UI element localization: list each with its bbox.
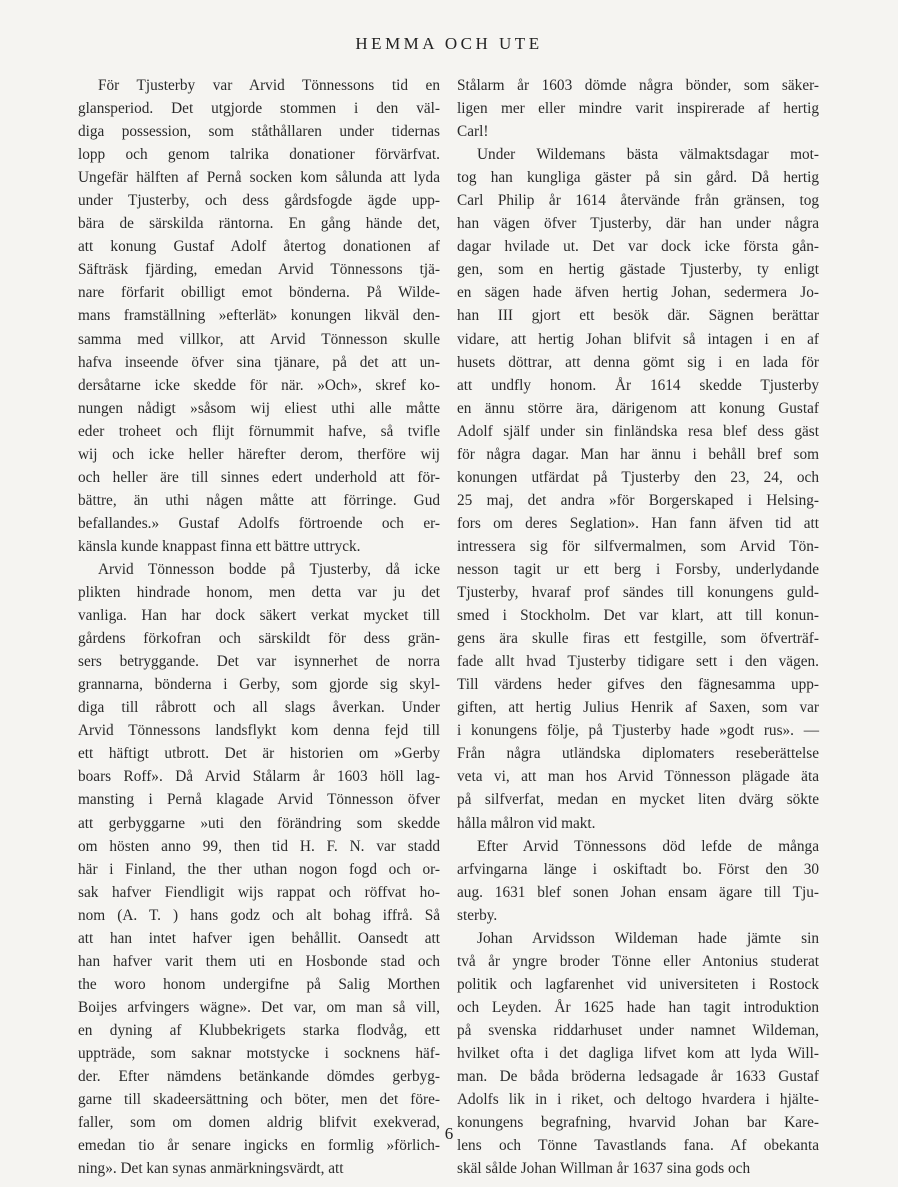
text-line: Efter Arvid Tönnessons död lefde de många (477, 837, 819, 855)
text-line: en sägen hade äfven hertig Johan, sedermera Jo- (457, 284, 819, 302)
text-line: en ännu större ära, därigenom att konung Gustaf (457, 399, 819, 417)
text-line: nungen nådigt »såsom wij eliest uthi alle måtte (78, 399, 440, 417)
text-line: Arvid Tönnessons landsflykt kom denna fejd till (78, 722, 440, 740)
text-line: garne till skadeersättning och böter, men det före- (78, 1091, 440, 1109)
text-line: uppträde, som saknar motstycke i socknens häf- (78, 1044, 440, 1062)
paragraph (457, 835, 819, 927)
text-line: ett häftigt utbrott. Det är historien om »Gerby (78, 745, 440, 763)
text-line: aug. 1631 blef sonen Johan ensam ägare till Tju- (457, 883, 819, 901)
text-line: Under Wildemans bästa välmaktsdagar mot- (477, 146, 819, 164)
text-line: husets döttrar, att denna gömt sig i en lada för (457, 353, 819, 371)
text-line: fors om deres Seglation». Han fann äfven tid att (457, 514, 819, 532)
text-line: Till värdens heder gifves den fägnesamma upp- (457, 676, 819, 694)
text-line: nesson tagit ur ett berg i Forsby, underlydande (457, 560, 819, 578)
text-line: smed i Stockholm. Det var klart, att till konun- (457, 607, 819, 625)
text-line: att gerbyggarne »uti den förändring som skedde (78, 814, 440, 832)
text-line: Tjusterby, hvaraf prof sändes till konungens guld- (457, 584, 819, 602)
text-line: sers betryggande. Det var isynnerhet de norra (78, 653, 440, 671)
text-line: 25 maj, det andra »för Borgerskaped i Helsing- (457, 491, 819, 509)
text-line: under Tjusterby, och dess gårdsfogde ägde upp- (78, 192, 440, 210)
text-line: emedan tio år senare ingicks en formlig »förlich- (78, 1137, 440, 1155)
text-line: och heller äre till sinnes edert underhold att för- (78, 468, 440, 486)
text-line: plikten hindrade honom, men detta var ju det (78, 584, 440, 602)
text-line: han vägen öfver Tjusterby, där han under några (457, 215, 819, 233)
text-line: Säfträsk fjärding, emedan Arvid Tönnessons tjä- (78, 261, 440, 279)
text-line: sak hafver Fiendligit wijs rappat och röffvat ho- (78, 883, 440, 901)
text-line: Johan Arvidsson Wildeman hade jämte sin (477, 929, 819, 947)
text-line: på silfverfat, medan en mycket liten dvärg sökte (457, 791, 819, 809)
text-line: mansting i Pernå klagade Arvid Tönnesson öfver (78, 791, 440, 809)
text-line: hafva inseende öfver sina tjänare, på det att un- (78, 353, 440, 371)
text-line: bättre, än uthi någen måtte att förringe. Gud (78, 491, 440, 509)
text-line: Adolf själf under sin finländska resa blef dess gäst (457, 422, 819, 440)
paragraph (457, 143, 819, 834)
text-line: känsla kunde knappast finna ett bättre uttryck. (78, 537, 361, 555)
text-line: bära de särskilda räntorna. En gång hände det, (78, 215, 440, 233)
text-line: politik och lagfarenhet vid universiteten i Rostock (457, 975, 819, 993)
text-line: vanliga. Han har dock säkert verkat mycket till (78, 607, 440, 625)
text-line: en dyning af Klubbekrigets starka flodvåg, ett (78, 1021, 440, 1039)
text-line: Ungefär hälften af Pernå socken kom sålunda att lyda (78, 169, 440, 187)
text-line: tog han kungliga gäster på sin gård. Då hertig (457, 169, 819, 187)
text-line: hvilket ofta i det dagliga lifvet kom att lyda Will- (457, 1044, 819, 1062)
text-line: två år yngre broder Tönne eller Antonius studerat (457, 952, 819, 970)
text-line: fade allt hvad Tjusterby tidigare sett i den vägen. (457, 653, 819, 671)
paragraph (457, 74, 819, 143)
page-number: 6 (444, 1124, 454, 1143)
text-line: befallandes.» Gustaf Adolfs förtroende och er- (78, 514, 440, 532)
paragraph (78, 558, 440, 1180)
paragraph (78, 74, 440, 558)
text-line: the woro honom undergifne på Salig Morthen (78, 975, 440, 993)
text-line: der. Efter nämdens betänkande dömdes gerbyg- (78, 1068, 440, 1086)
text-line: gens ära skulle firas ett festgille, som öfverträf- (457, 630, 819, 648)
text-line: faller, som om domen aldrig blifvit exekverad, (78, 1114, 440, 1132)
text-line: han III gjort ett besök där. Sägnen berättar (457, 307, 819, 325)
right-column (457, 74, 819, 1180)
text-line: att han intet hafver igen behållit. Oansedt att (78, 929, 440, 947)
text-line: hålla målron vid makt. (457, 814, 596, 832)
text-line: diga possession, som ståthållaren under tidernas (78, 123, 440, 141)
text-line: här i Finland, the ther uthan nogon fogd och or- (78, 860, 440, 878)
text-line: dersåtarne icke skedde för när. »Och», skref ko- (78, 376, 440, 394)
text-line: Stålarm år 1603 dömde några bönder, som säker- (457, 77, 819, 94)
text-line: arfvingarna länge i oskiftadt bo. Först den 30 (457, 860, 819, 878)
text-line: på svenska riddarhuset under namnet Wildeman, (457, 1021, 819, 1039)
text-line: lopp och genom talrika donationer förvärfvat. (78, 146, 440, 164)
text-line: sterby. (457, 906, 498, 924)
text-line: gårdens förkofran och särskildt för dess grän- (78, 630, 440, 648)
text-line: konungen utfärdat på Tjusterby den 23, 24, och (457, 468, 819, 486)
text-line: Carl! (457, 123, 489, 141)
text-line: konungens begrafning, hvarvid Johan bar Kare- (457, 1114, 819, 1132)
text-line: grannarna, bönderna i Gerby, som gjorde sig skyl- (78, 676, 440, 694)
text-line: veta vi, att man hos Arvid Tönnesson plägade äta (457, 768, 819, 786)
text-line: och Leyden. År 1625 hade han tagit introduktion (457, 998, 819, 1016)
text-line: Carl Philip år 1614 återvände från gränsen, tog (457, 192, 819, 210)
text-line: Adolfs lik in i riket, och deltogo hvardera i hjälte- (457, 1091, 819, 1109)
text-line: nare förfarit obilligt emot bönderna. På Wilde- (78, 284, 440, 302)
text-line: Arvid Tönnesson bodde på Tjusterby, då icke (98, 560, 440, 578)
text-line: att undfly honom. År 1614 skedde Tjusterby (457, 376, 819, 394)
text-line: skäl sålde Johan Willman år 1637 sina gods och (457, 1160, 751, 1178)
text-line: nom (A. T. ) hans godz och alt bohag iffrå. Så (78, 906, 440, 924)
text-line: samma med villkor, att Arvid Tönnesson skulle (78, 330, 440, 348)
text-line: ligen mer eller mindre varit inspirerade af hertig (457, 100, 819, 118)
text-line: glansperiod. Det utgjorde stommen i den väl- (78, 100, 440, 118)
text-line: dagar hvilade ut. Det var dock icke första gån- (457, 238, 819, 256)
text-line: vidare, att hertig Johan blifvit så intagen i en af (457, 330, 819, 348)
text-line: han hafver varit them uti en Hosbonde stad och (78, 952, 440, 970)
text-line: wij och icke heller härefter derom, therföre wij (78, 445, 440, 463)
text-line: om hösten anno 99, then tid H. F. N. var stadd (78, 837, 440, 855)
text-line: man. De båda bröderna ledsagade år 1633 Gustaf (457, 1068, 819, 1086)
text-line: gen, som en hertig gästade Tjusterby, ty enligt (457, 261, 819, 279)
text-line: att konung Gustaf Adolf återtog donationen af (78, 238, 440, 256)
text-line: Boijes arfvingers wägne». Det var, om man så vill, (78, 998, 440, 1016)
text-line: eder troheet och flijt förnummit hafve, så tvifle (78, 422, 440, 440)
text-line: ning». Det kan synas anmärkningsvärdt, att (78, 1160, 344, 1178)
text-line: Från några utländska diplomaters reseberättelse (457, 745, 819, 763)
text-line: diga till råbrott och all slags åverkan. Under (78, 699, 440, 717)
text-line: lens och Tönne Tavastlands fana. Af obekanta (457, 1137, 819, 1155)
text-line: intressera sig för silfvermalmen, som Arvid Tön- (457, 537, 819, 555)
left-column (78, 74, 440, 1180)
text-line: För Tjusterby var Arvid Tönnessons tid en (98, 77, 440, 94)
text-line: i konungens följe, på Tjusterby hade »godt rus». — (457, 722, 819, 740)
text-line: mans framställning »efterlät» konungen likväl den- (78, 307, 440, 325)
text-line: för några dagar. Man har ännu i behåll bref som (457, 445, 819, 463)
text-line: boars Roff». Då Arvid Stålarm år 1603 höll lag- (78, 768, 440, 786)
text-line: giften, att hertig Julius Henrik af Saxen, som var (457, 699, 819, 717)
running-head: HEMMA OCH UTE (355, 34, 543, 53)
